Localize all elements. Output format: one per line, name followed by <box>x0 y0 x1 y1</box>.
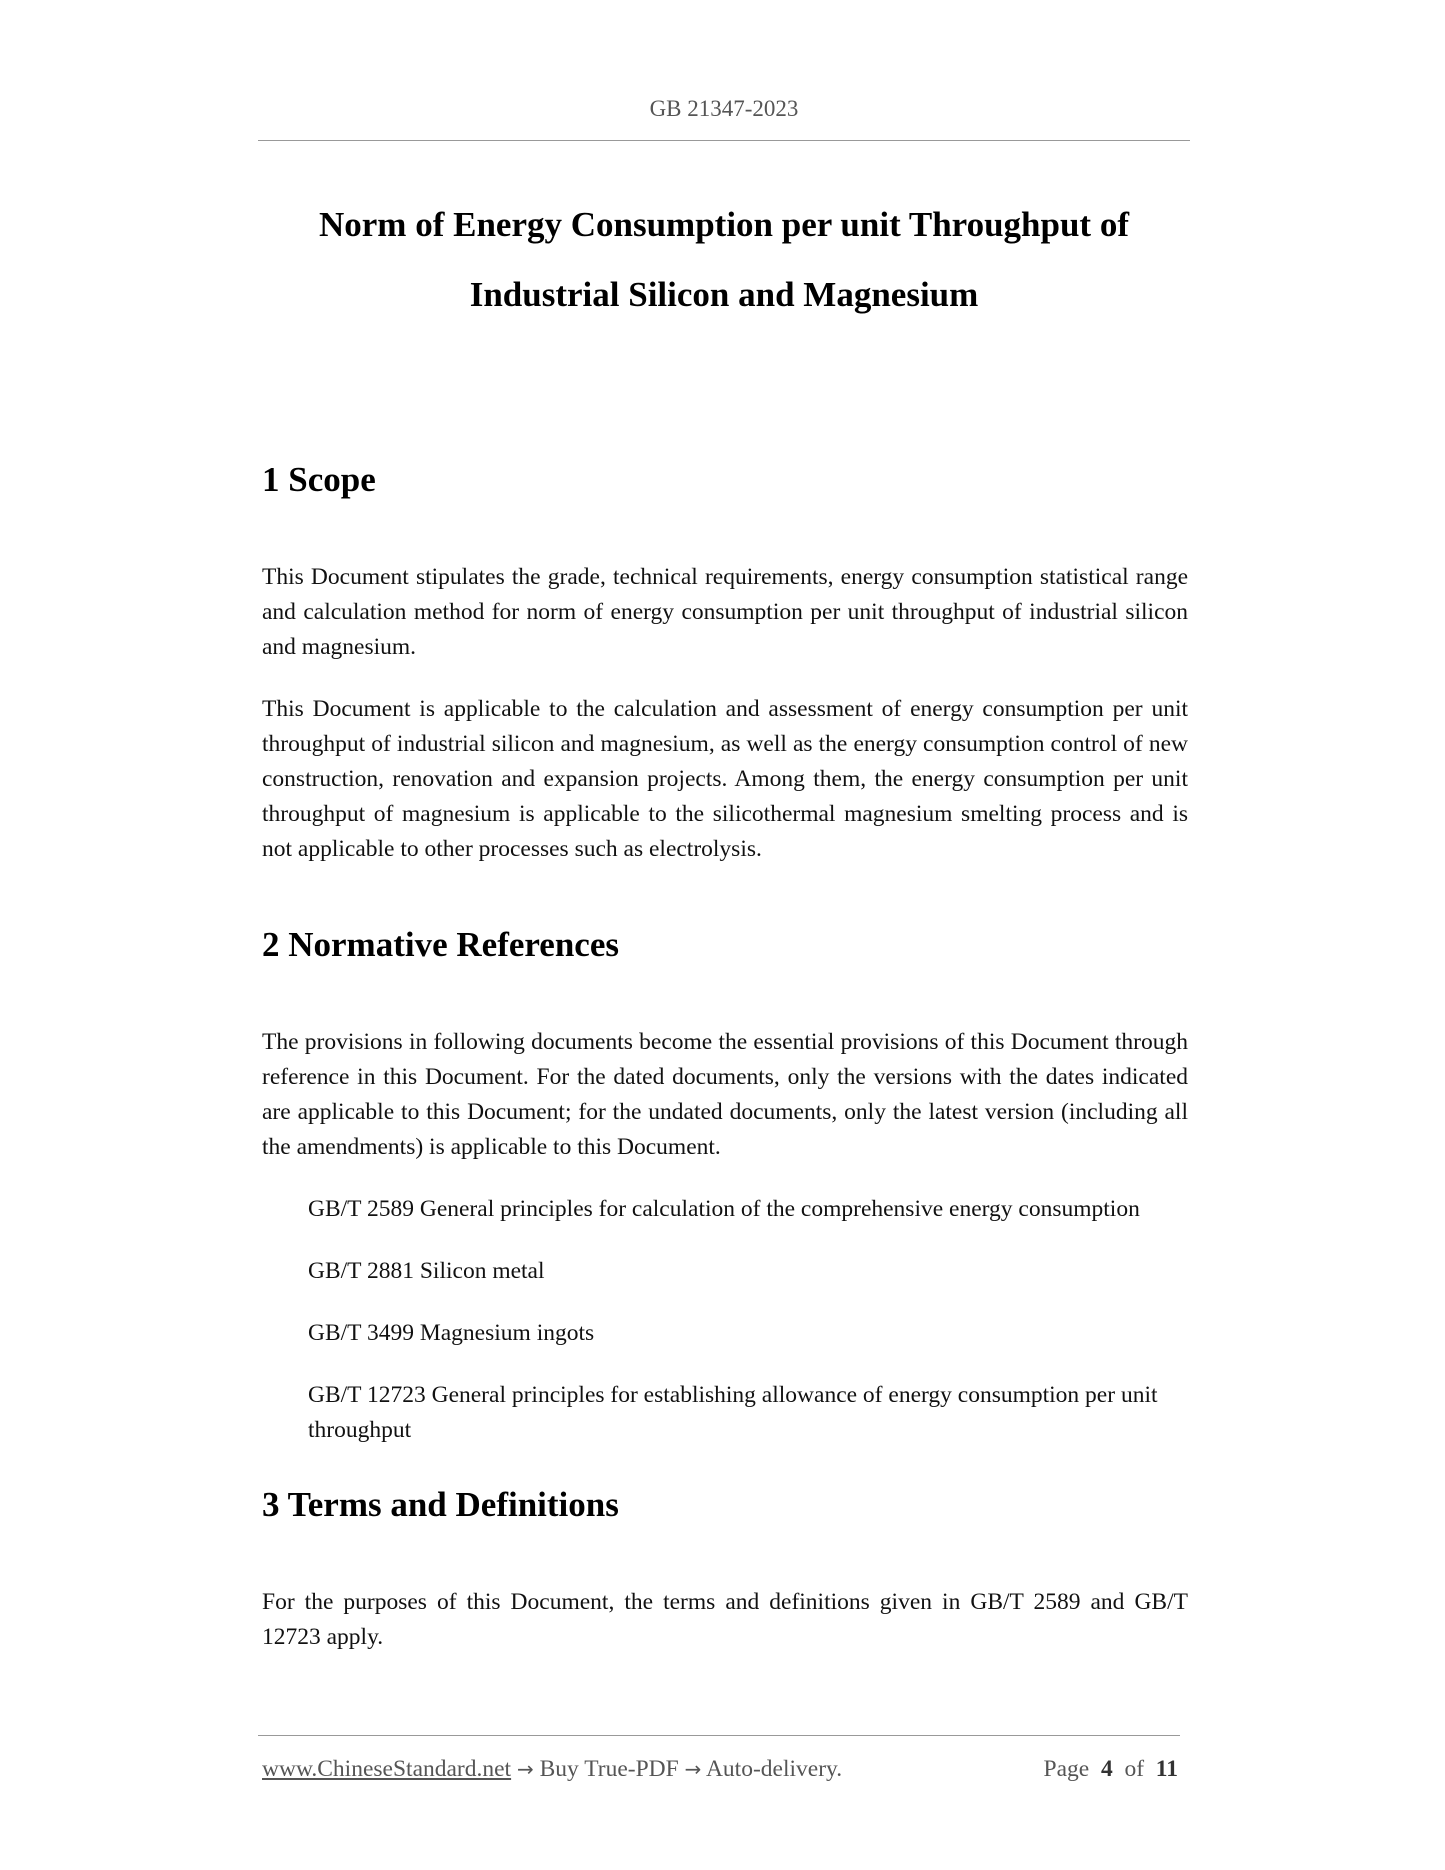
reference-item: GB/T 2589 General principles for calculation of the comprehensive energy consumption <box>308 1196 1140 1222</box>
title-line-1: Norm of Energy Consumption per unit Throughput of <box>318 205 1129 244</box>
page-of: of <box>1124 1756 1145 1782</box>
scope-paragraph-2: This Document is applicable to the calculation and assessment of energy consumption per unit throughput of industrial silicon and magnesium, as well as the energy consumption control of new construction, renovation and expansion projects. Among them, the energy consumption per unit throughput of magnesium is applicable to the silicothermal magnesium smelting process and is not applicable to other processes such as electrolysis. <box>262 696 1188 862</box>
reference-item: GB/T 2881 Silicon metal <box>308 1258 545 1284</box>
scope-paragraph-1: This Document stipulates the grade, technical requirements, energy consumption statistical range and calculation method for norm of energy consumption per unit throughput of industrial silicon and magnesium. <box>262 564 1188 660</box>
title-line-2: Industrial Silicon and Magnesium <box>469 275 979 314</box>
document-body <box>262 450 1188 1655</box>
document-title <box>258 190 1190 330</box>
auto-delivery-text: Auto-delivery. <box>705 1756 843 1782</box>
reference-item: GB/T 3499 Magnesium ingots <box>308 1320 595 1346</box>
header-divider <box>258 140 1190 141</box>
page-current: 4 <box>1100 1756 1113 1782</box>
normative-references-intro: The provisions in following documents become the essential provisions of this Document through reference in this Document. For the dated documents, only the versions with the dates indicated are applicable to this Document; for the undated documents, only the latest version (including all the amendments) is applicable to this Document. <box>262 1029 1188 1160</box>
arrow-right-icon: → <box>516 1757 534 1781</box>
reference-item: GB/T 12723 General principles for establishing allowance of energy consumption per unit throughput <box>308 1382 1158 1443</box>
terms-paragraph: For the purposes of this Document, the terms and definitions given in GB/T 2589 and GB/T 12723 apply. <box>262 1589 1188 1650</box>
page-total: 11 <box>1155 1756 1178 1782</box>
page-number <box>1044 1754 1178 1784</box>
page-header-standard-code: GB 21347-2023 <box>649 96 799 121</box>
footer-divider <box>258 1735 1180 1736</box>
reference-list <box>262 1192 1188 1448</box>
chinesestandard-link[interactable]: www.ChineseStandard.net <box>262 1756 512 1782</box>
section-heading-terms-and-definitions: 3 Terms and Definitions <box>262 1485 619 1524</box>
section-heading-normative-references: 2 Normative References <box>262 925 619 964</box>
section-heading-scope: 1 Scope <box>262 460 376 499</box>
footer-left <box>262 1754 842 1784</box>
page-label: Page <box>1043 1756 1090 1782</box>
buy-true-pdf-text: Buy True-PDF <box>539 1756 679 1782</box>
arrow-right-icon: → <box>684 1757 702 1781</box>
